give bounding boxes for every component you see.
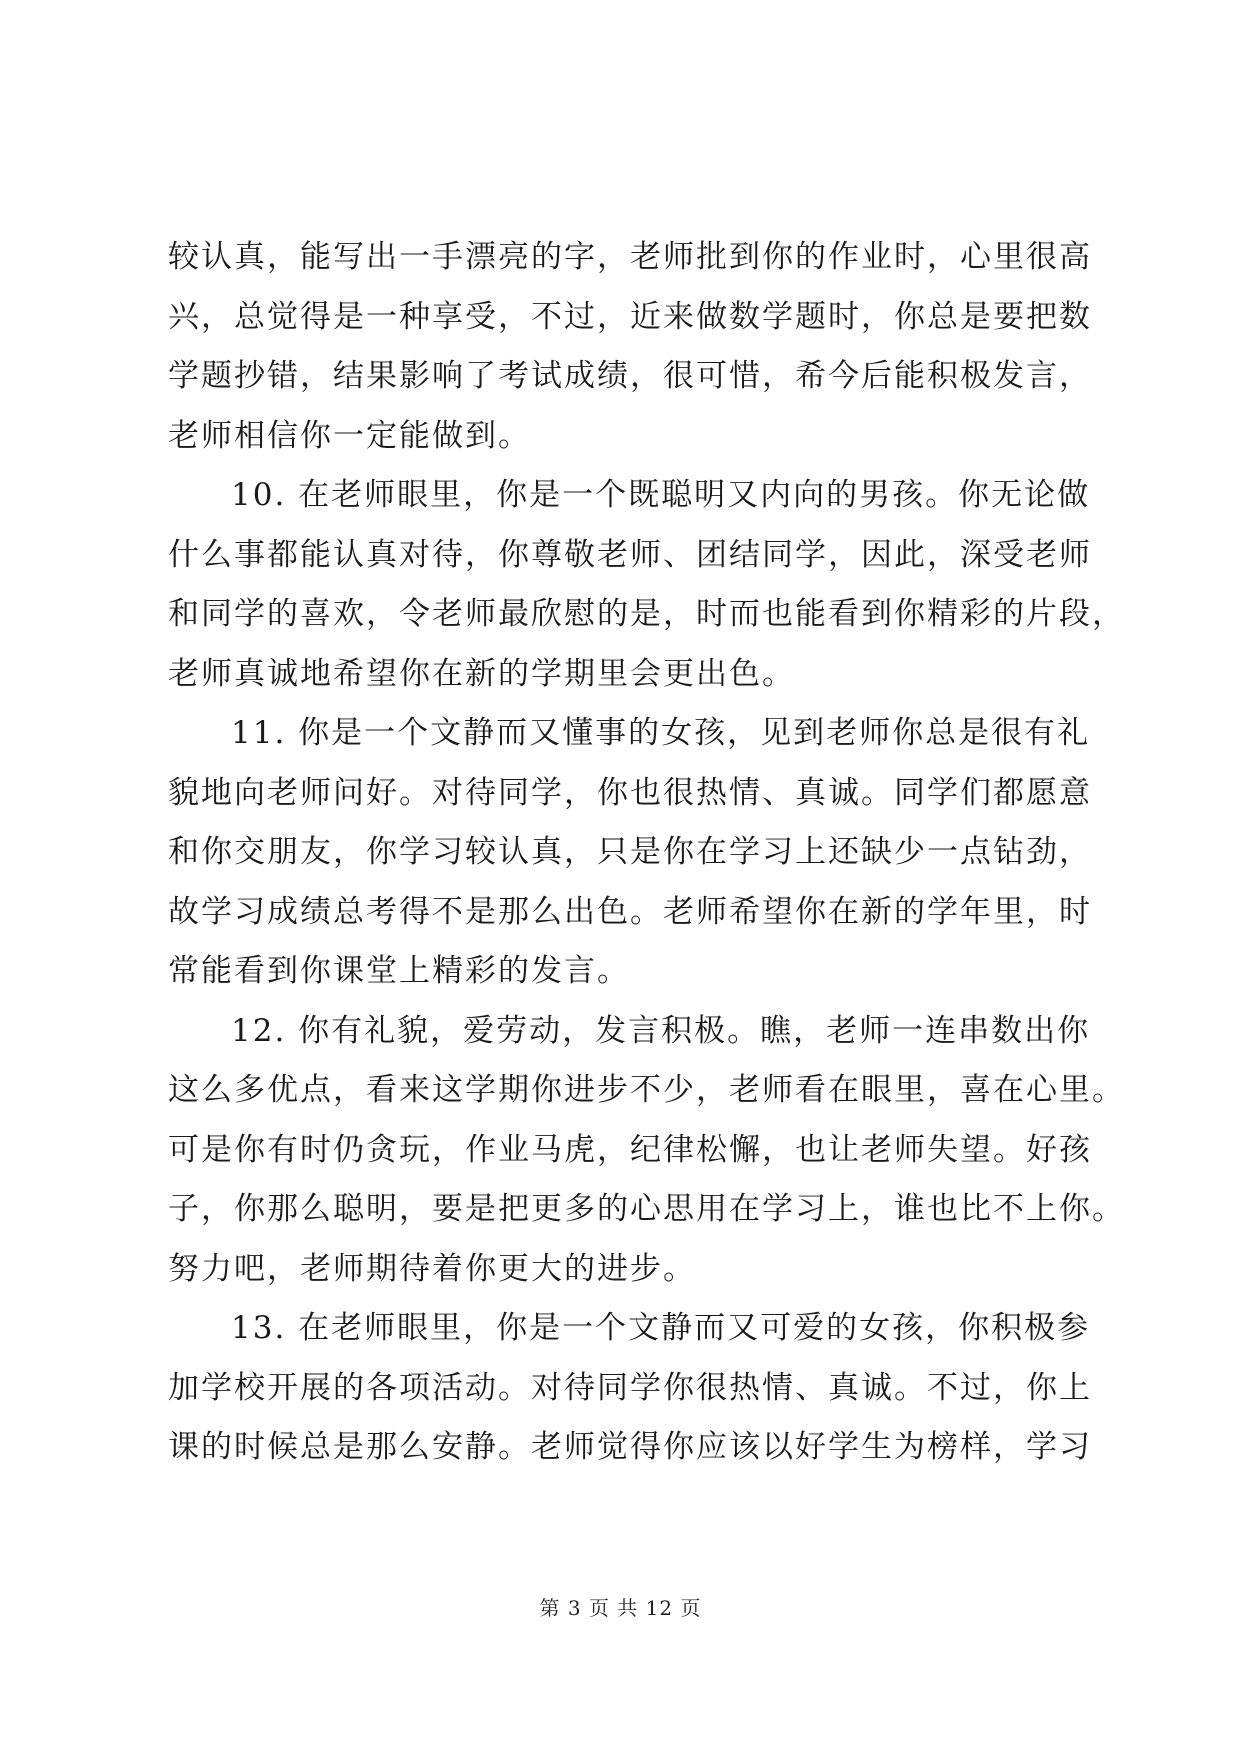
text-line: 和你交朋友，你学习较认真，只是你在学习上还缺少一点钻劲，	[168, 834, 1092, 870]
text-line: 和同学的喜欢，令老师最欣慰的是，时而也能看到你精彩的片段，	[168, 596, 1125, 632]
text-line: 貌地向老师问好。对待同学，你也很热情、真诚。同学们都愿意	[168, 774, 1092, 811]
text-line: 课的时候总是那么安静。老师觉得你应该以好学生为榜样，学习	[168, 1429, 1092, 1465]
text-line: 兴，总觉得是一种享受，不过，近来做数学题时，你总是要把数	[168, 298, 1092, 335]
page-footer: 第 3 页 共 12 页	[539, 1596, 702, 1620]
text-line: 学题抄错，结果影响了考试成绩，很可惜，希今后能积极发言，	[168, 358, 1092, 394]
text-line: 加学校开展的各项活动。对待同学你很热情、真诚。不过，你上	[168, 1369, 1092, 1406]
text-line: 老师真诚地希望你在新的学期里会更出色。	[168, 655, 795, 692]
text-line: 什么事都能认真对待，你尊敬老师、团结同学，因此，深受老师	[168, 536, 1092, 573]
document-body	[168, 228, 1125, 1478]
text-line: 老师相信你一定能做到。	[168, 417, 531, 454]
text-line: 较认真，能写出一手漂亮的字，老师批到你的作业时，心里很高	[168, 239, 1092, 275]
paragraph-first-line: 11. 你是一个文静而又懂事的女孩，见到老师你总是很有礼	[231, 715, 1091, 751]
paragraph-first-line: 13. 在老师眼里，你是一个文静而又可爱的女孩，你积极参	[231, 1310, 1091, 1346]
text-line: 故学习成绩总考得不是那么出色。老师希望你在新的学年里，时	[168, 893, 1092, 930]
text-line: 努力吧，老师期待着你更大的进步。	[168, 1250, 696, 1287]
text-line: 子，你那么聪明，要是把更多的心思用在学习上，谁也比不上你。	[168, 1191, 1125, 1227]
paragraph-first-line: 10. 在老师眼里，你是一个既聪明又内向的男孩。你无论做	[231, 477, 1091, 513]
text-line: 这么多优点，看来这学期你进步不少，老师看在眼里，喜在心里。	[168, 1072, 1125, 1108]
text-line: 可是你有时仍贪玩，作业马虎，纪律松懈，也让老师失望。好孩	[168, 1131, 1092, 1168]
text-line: 常能看到你课堂上精彩的发言。	[168, 953, 630, 989]
paragraph-first-line: 12. 你有礼貌，爱劳动，发言积极。瞧，老师一连串数出你	[231, 1012, 1091, 1049]
